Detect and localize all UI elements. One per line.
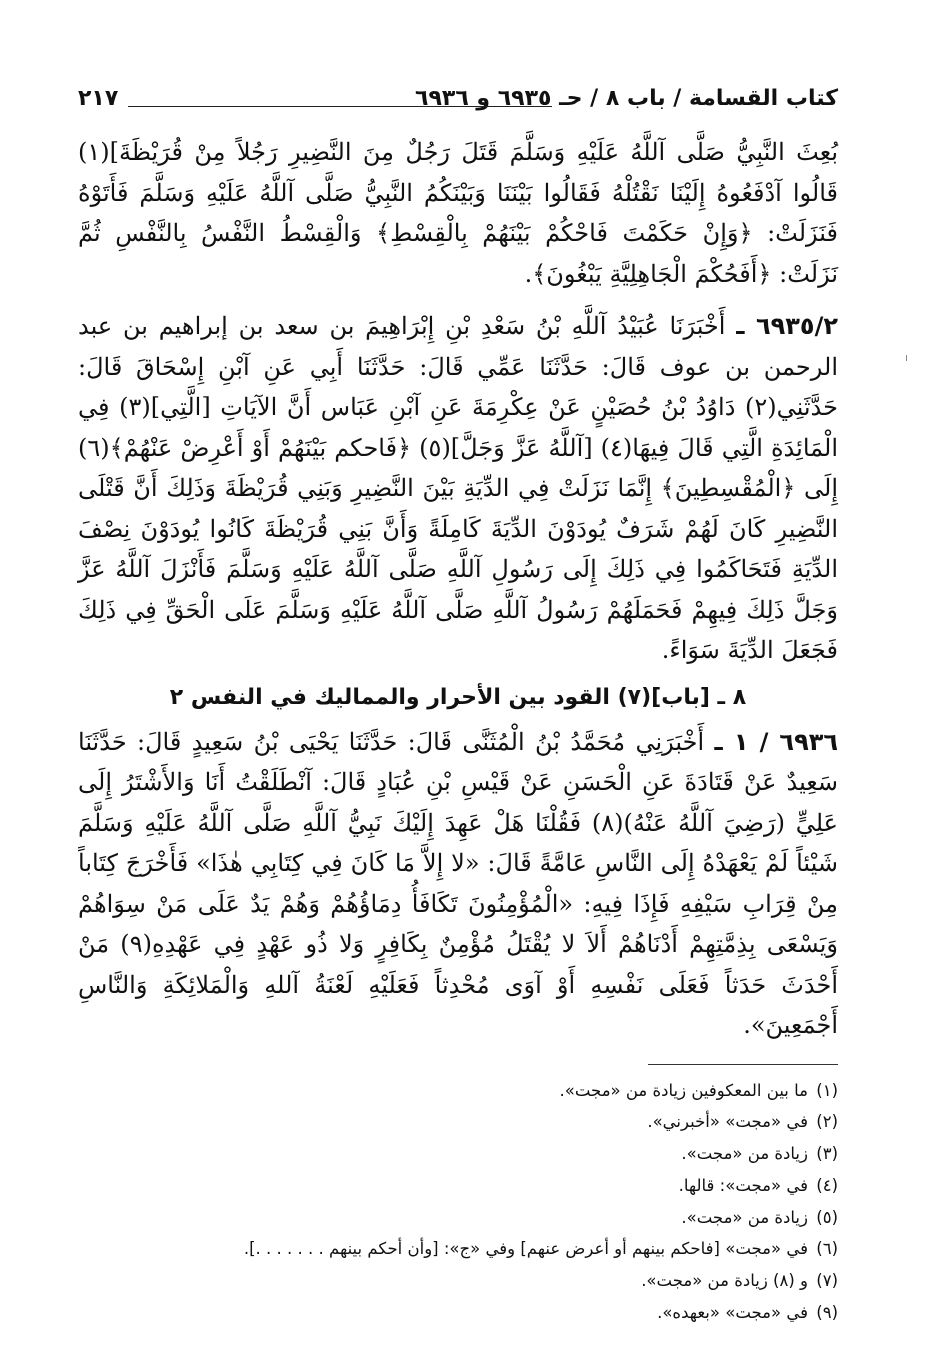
book-page bbox=[78, 86, 838, 1329]
footnote-marker: (١) bbox=[816, 1080, 838, 1100]
footnote-text: في «مجت» «أخبرني». bbox=[647, 1112, 808, 1132]
footnote-marker: (٣) bbox=[816, 1144, 838, 1164]
footnote bbox=[78, 1170, 838, 1202]
footnote-marker: (٤) bbox=[816, 1175, 838, 1195]
footnote-separator bbox=[648, 1064, 838, 1065]
footnote-text: زيادة من «مجت». bbox=[681, 1207, 808, 1227]
footnotes bbox=[78, 1075, 838, 1329]
chapter-title: ٨ ـ [باب](٧) القود بين الأحرار والمماليك في النفس ٢ bbox=[169, 684, 747, 710]
header-title: كتاب القسامة / باب ٨ / حـ ٦٩٣٥ و ٦٩٣٦ bbox=[415, 86, 838, 111]
hadith-6936 bbox=[78, 722, 838, 1046]
footnote bbox=[78, 1075, 838, 1107]
footnote-text: في «مجت» «بعهده». bbox=[657, 1303, 808, 1323]
hadith-number: ٦٩٣٥/٢ ـ bbox=[736, 312, 838, 340]
paragraph-continuation: بُعِثَ النَّبِيُّ صَلَّى آللَّهُ عَلَيْهِ وَسَلَّمَ قَتَلَ رَجُلٌ مِنَ النَّضِيرِ رَجُلاً مِنْ قُرَيْظَةَ](١) قَالُوا آدْفَعُوهُ إِلَيْنَا نَقْتُلْهُ فَقَالُوا بَيْنَنَا وَبَيْنَكُمُ النَّبِيُّ صَلَّى آللَّهُ عَلَيْهِ وَسَلَّمَ فَأَتَوْهُ فَنَزَلَتْ: ﴿وَإِنْ حَكَمْتَ فَاحْكُمْ بَيْنَهُمْ بِالْقِسْطِ﴾ وَالْقِسْطُ النَّفْسُ بِالنَّفْسِ ثُمَّ نَزَلَتْ: ﴿أَفَحُكْمَ الْجَاهِلِيَّةِ يَبْغُونَ﴾. bbox=[78, 138, 838, 288]
footnote-marker: (٢) bbox=[816, 1112, 838, 1132]
hadith-text: أَخْبَرَنَا عُبَيْدُ آللَّهِ بْنُ سَعْدِ بْنِ إِبْرَاهِيمَ بن سعد بن إبراهيم بن عبد الرحمن بن عوف قَالَ: حَدَّثَنَا عَمِّي قَالَ: حَدَّثَنَا أَبِي عَنِ آبْنِ إِسْحَاقَ قَالَ: حَدَّثَنِي(٢) دَاوُدُ بْنُ حُصَيْنٍ عَنْ عِكْرِمَةَ عَنِ آبْنِ عَبَاس أَنَّ الآيَاتِ [الَّتِي](٣) فِي الْمَائِدَةِ الَّتِي قَالَ فِيهَا(٤) [آللَّهُ عَزَّ وَجَلَّ](٥) ﴿فَاحكم بَيْنَهُمْ أَوْ أَعْرِضْ عَنْهُمْ﴾(٦) إِلَى ﴿الْمُقْسِطِينَ﴾ إِنَّمَا نَزَلَتْ فِي الدِّيَةِ بَيْنَ النَّضِيرِ وَبَنِي قُرَيْظَةَ وَذَلِكَ أَنَّ قَتْلَى النَّضِيرِ كَانَ لَهُمْ شَرَفٌ يُودَوْنَ الدِّيَةَ كَامِلَةً وَأَنَّ بَنِي قُرَيْظَةَ كَانُوا يُودَوْنَ نِصْفَ الدِّيَةِ فَتَحَاكَمُوا فِي ذَلِكَ إِلَى رَسُولِ آللَّهِ صَلَّى آللَّهُ عَلَيْهِ وَسَلَّمَ فَأَنْزَلَ آللَّهُ عَزَّ وَجَلَّ ذَلِكَ فِيهِمْ فَحَمَلَهُمْ رَسُولُ آللَّهِ صَلَّى آللَّهُ عَلَيْهِ وَسَلَّمَ عَلَى الْحَقِّ فِي ذَلِكَ فَجَعَلَ الدِّيَةَ سَوَاءً. bbox=[78, 312, 838, 664]
footnote-text: في «مجت» [فاحكم بينهم أو أعرض عنهم] وفي «ج»: [وأن أحكم بينهم . . . . . . .]. bbox=[243, 1239, 808, 1259]
hadith-text: أَخْبَرَنِي مُحَمَّدُ بْنُ الْمُثَنَّى قَالَ: حَدَّثَنَا يَحْيَى بْنُ سَعِيدٍ قَالَ: حَدَّثَنَا سَعِيدٌ عَنْ قَتَادَةَ عَنِ الْحَسَنِ عَنْ قَيْسِ بْنِ عُبَادٍ قَالَ: آنْطَلَقْتُ أَنَا وَالأَشْتَرُ إِلَى عَلِيٍّ (رَضِيَ آللَّهُ عَنْهُ)(٨) فَقُلْنَا هَلْ عَهِدَ إِلَيْكَ نَبِيُّ آللَّهِ صَلَّى آللَّهُ عَلَيْهِ وَسَلَّمَ شَيْئاً لَمْ يَعْهَدْهُ إِلَى النَّاسِ عَامَّةً قَالَ: «لا إِلاَّ مَا كَانَ فِي كِتَابِي هٰذَا» فَأَخْرَجَ كِتَاباً مِنْ قِرَابِ سَيْفِهِ فَإِذَا فِيهِ: «الْمُؤْمِنُونَ تَكَافَأُ دِمَاؤُهُمْ وَهُمْ يَدٌ عَلَى مَنْ سِوَاهُمْ وَيَسْعَى بِذِمَّتِهِمْ أَدْنَاهُمْ أَلاَ لا يُقْتَلُ مُؤْمِنٌ بِكَافِرٍ وَلا ذُو عَهْدٍ فِي عَهْدِهِ(٩) مَنْ أَحْدَثَ حَدَثاً فَعَلَى نَفْسِهِ أَوْ آوَى مُحْدِثاً فَعَلَيْهِ لَعْنَةُ آللهِ وَالْمَلائِكَةِ وَالنَّاسِ أَجْمَعِينَ». bbox=[78, 727, 839, 1039]
footnote-marker: (٩) bbox=[816, 1303, 838, 1323]
footnote-marker: (٧) bbox=[816, 1271, 838, 1291]
footnote bbox=[78, 1265, 838, 1297]
running-header bbox=[78, 86, 838, 118]
footnote-text: و (٨) زيادة من «مجت». bbox=[641, 1271, 808, 1291]
footnote bbox=[78, 1106, 838, 1138]
footnote-text: في «مجت»: قالها. bbox=[678, 1175, 808, 1195]
hadith-number: ٦٩٣٦ / ١ ـ bbox=[714, 727, 839, 756]
footnote-marker: (٦) bbox=[816, 1239, 838, 1259]
footnote-marker: (٥) bbox=[816, 1207, 838, 1227]
footnote bbox=[78, 1233, 838, 1265]
footnote-text: ما بين المعكوفين زيادة من «مجت». bbox=[559, 1080, 808, 1100]
footnote bbox=[78, 1297, 838, 1329]
footnote bbox=[78, 1138, 838, 1170]
hadith-6935 bbox=[78, 306, 838, 671]
header-rule bbox=[128, 106, 552, 107]
footnote-text: زيادة من «مجت». bbox=[681, 1144, 808, 1164]
page-number: ٢١٧ bbox=[78, 86, 119, 111]
scan-margin-mark bbox=[906, 355, 911, 361]
footnote bbox=[78, 1202, 838, 1234]
